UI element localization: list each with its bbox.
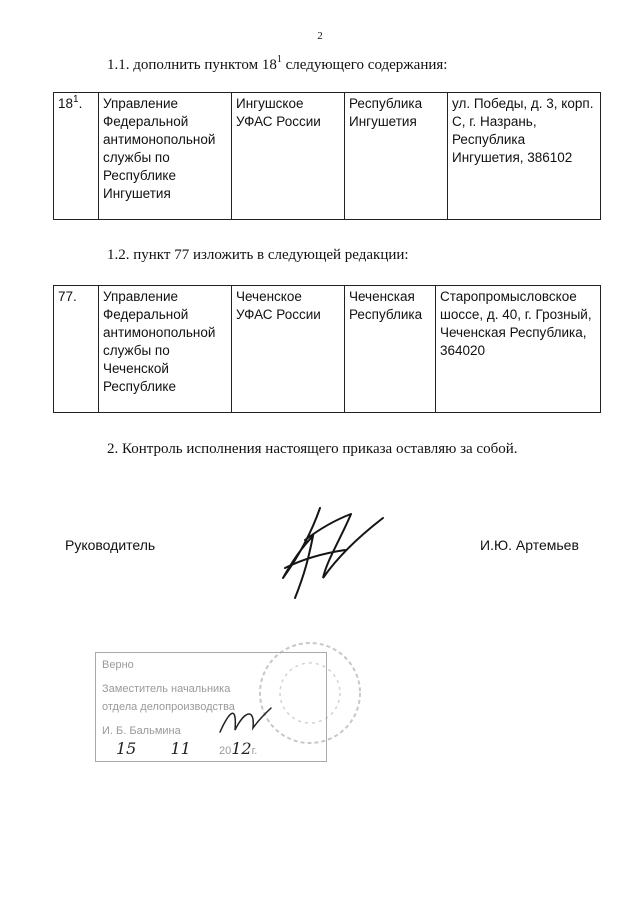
item-1-1-text-after: следующего содержания: [281, 57, 448, 73]
page-number: 2 [317, 30, 323, 42]
item-1-2: 1.2. пункт 77 изложить в следующей редакции: [107, 247, 409, 263]
date-month: 11 [170, 739, 191, 758]
stamp-signature [215, 700, 275, 740]
table-chechnya [53, 285, 601, 413]
certification-stamp [95, 652, 327, 762]
date-day: 15 [116, 739, 137, 758]
cell-number: $18^1$. [54, 93, 99, 220]
cell-address: ул. Победы, д. 3, корп. С, г. Назрань, Республика Ингушетия, 386102 [448, 93, 601, 220]
item-1-1 [107, 56, 447, 74]
signatory-name: И.Ю. Артемьев [480, 537, 579, 553]
date-year: 12 [231, 739, 252, 758]
item-1-1-text: 1.1. дополнить пунктом 18 [107, 57, 277, 73]
stamp-line: Верно [102, 659, 134, 671]
item-1-1-sup: 1 [276, 54, 282, 65]
cell-region: Республика Ингушетия [345, 93, 448, 220]
table-row [54, 286, 601, 413]
cell-organization: Управление Федеральной антимонопольной службы по Чеченской Республике [99, 286, 232, 413]
stamp-line: отдела делопроизводства [102, 701, 235, 713]
cell-region: Чеченская Республика [345, 286, 436, 413]
handwritten-signature [265, 498, 405, 608]
stamp-line: И. Б. Бальмина [102, 725, 181, 737]
cell-short-name: Чеченское УФАС России [232, 286, 345, 413]
stamp-date [116, 739, 257, 758]
stamp-line: Заместитель начальника [102, 683, 231, 695]
signatory-title: Руководитель [65, 537, 156, 553]
cell-address: Старопромысловское шоссе, д. 40, г. Грозный, Чеченская Республика, 364020 [436, 286, 601, 413]
item-2: 2. Контроль исполнения настоящего приказа оставляю за собой. [107, 441, 518, 457]
cell-number: 77. [54, 286, 99, 413]
cell-short-name: Ингушское УФАС России [232, 93, 345, 220]
table-row [54, 93, 601, 220]
date-year-prefix: 20 [218, 745, 232, 757]
date-suffix: г. [251, 745, 258, 757]
cell-organization: Управление Федеральной антимонопольной службы по Республике Ингушетия [99, 93, 232, 220]
table-ingushetia [53, 92, 601, 220]
